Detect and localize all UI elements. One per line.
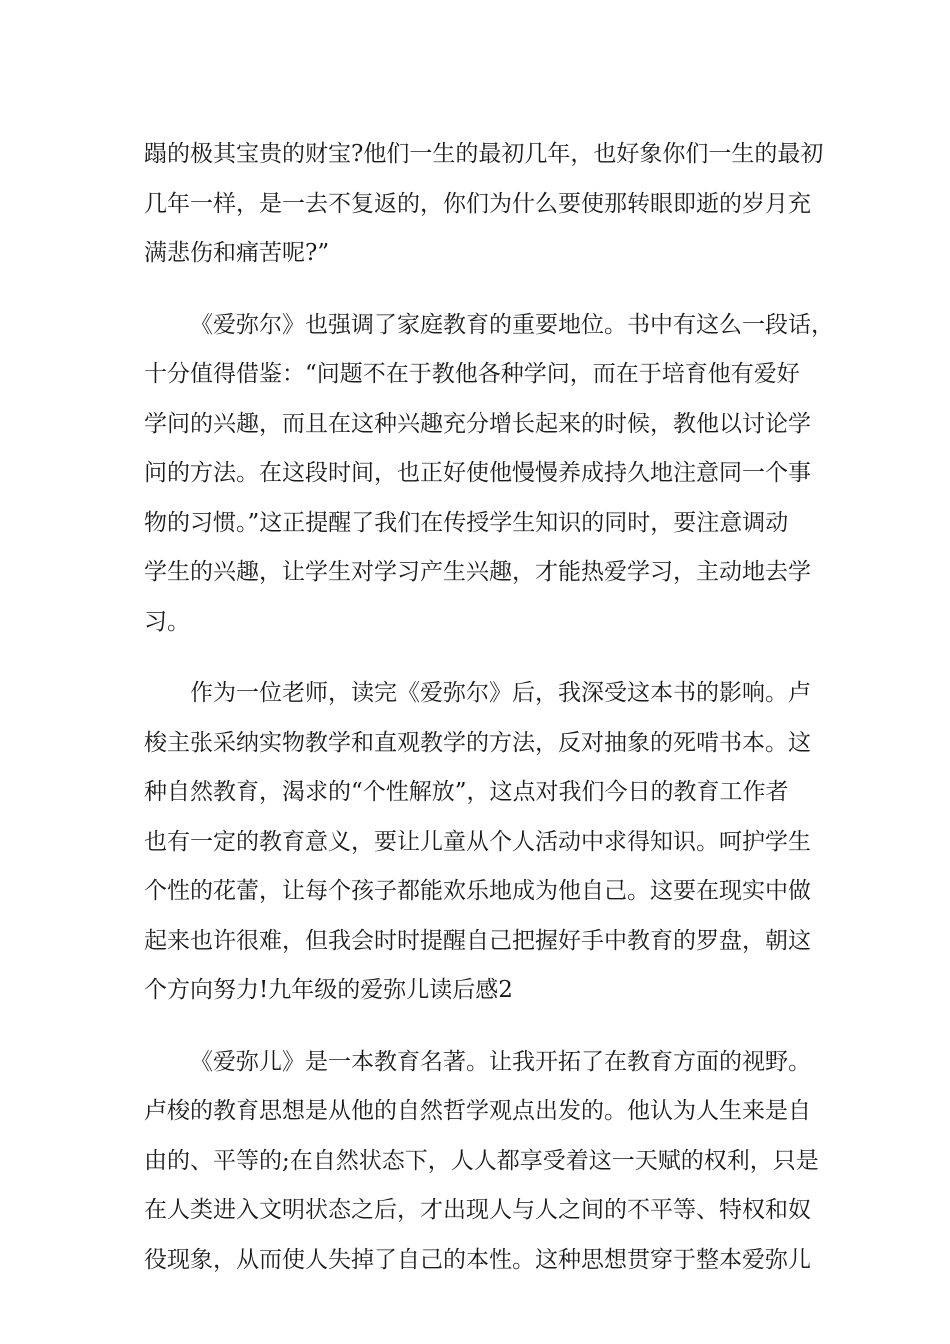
text-line: 种自然教育，渴求的“个性解放”，这点对我们今日的教育工作者 — [144, 779, 789, 805]
paragraph-gap — [144, 279, 824, 301]
text-line: 也有一定的教育意义，要让儿童从个人活动中求得知识。呵护学生 — [144, 828, 811, 855]
text-line: 在人类进入文明状态之后，才出现人与人之间的不平等、特权和奴 — [144, 1197, 811, 1223]
paragraph — [144, 301, 834, 648]
paragraph-gap — [144, 1016, 824, 1038]
text-line: 由的、平等的;在自然状态下，人人都享受着这一天赋的权利，只是 — [144, 1147, 819, 1174]
paragraph — [144, 130, 824, 279]
text-line: 役现象，从而使人失掉了自己的本性。这种思想贯穿于整本爱弥儿 — [144, 1246, 811, 1273]
text-line: 《爱弥尔》也强调了家庭教育的重要地位。书中有这么一段话， — [190, 311, 834, 338]
text-line: 问的方法。在这段时间，也正好使他慢慢养成持久地注意同一个事 — [144, 460, 811, 486]
text-line: 《爱弥儿》是一本教育名著。让我开拓了在教育方面的视野。 — [190, 1048, 811, 1075]
text-line: 十分值得借鉴：“问题不在于教他各种学问，而在于培育他有爱好 — [144, 361, 800, 387]
text-line: 个方向努力!九年级的爱弥儿读后感2 — [144, 977, 513, 1003]
text-line: 卢梭的教育思想是从他的自然哲学观点出发的。他认为人生来是自 — [144, 1098, 811, 1124]
text-line: 梭主张采纳实物教学和直观教学的方法，反对抽象的死啃书本。这 — [144, 729, 811, 756]
text-line: 物的习惯。”这正提醒了我们在传授学生知识的同时，要注意调动 — [144, 509, 789, 536]
text-line: 满悲伤和痛苦呢?” — [144, 240, 330, 266]
text-line: 习。 — [144, 608, 190, 635]
text-line: 几年一样，是一去不复返的，你们为什么要使那转眼即逝的岁月充 — [144, 190, 811, 217]
text-line: 起来也许很难，但我会时时提醒自己把握好手中教育的罗盘，朝这 — [144, 927, 811, 954]
text-line: 蹋的极其宝贵的财宝?他们一生的最初几年，也好象你们一生的最初 — [144, 141, 824, 167]
paragraph — [144, 669, 824, 1016]
paragraph-gap — [144, 647, 824, 669]
text-line: 学生的兴趣，让学生对学习产生兴趣，才能热爱学习，主动地去学 — [144, 559, 811, 585]
text-line: 个性的花蕾，让每个孩子都能欢乐地成为他自己。这要在现实中做 — [144, 878, 811, 904]
text-line: 学问的兴趣，而且在这种兴趣充分增长起来的时候，教他以讨论学 — [144, 410, 811, 437]
document-body — [144, 130, 834, 1285]
paragraph — [144, 1038, 824, 1286]
text-line: 作为一位老师，读完《爱弥尔》后，我深受这本书的影响。卢 — [190, 680, 811, 706]
